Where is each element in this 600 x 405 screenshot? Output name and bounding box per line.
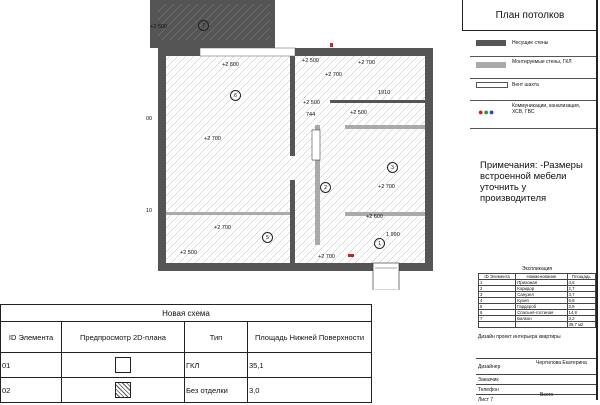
row-type: ГКЛ [185,353,248,378]
designer-name: Чертилова Екатерина [536,360,587,366]
new-schema-table [0,304,372,400]
ceiling-plan-drawing [130,0,450,290]
notes [480,160,592,204]
side-dimension: 10 [146,208,153,214]
plan-height-label: +2 500 [180,250,197,256]
row-id: 01 [1,353,62,378]
side-dimension: 00 [146,116,153,122]
designer-label: Дизайнер [478,364,501,370]
table-row [479,322,596,328]
explication-total: 39,7 м2 [567,322,595,328]
table-row: 6 Спальня-гостиная 14,8 [479,310,596,316]
legend-item [470,56,596,79]
plan-height-label: +2 500 [303,100,320,106]
column-header: Тип [185,322,248,353]
row-area: 3,0 [248,378,372,403]
plan-dim-label: 1910 [378,90,391,96]
designer-row [476,358,596,375]
plan-height-label: +2 500 [302,58,319,64]
plan-height-label: +2 700 [325,72,342,78]
frame-border [596,0,598,400]
room-number: 5 [262,232,273,243]
table-row [1,378,372,403]
project-caption: Дизайн проект интерьера квартиры [478,334,561,340]
table-row: 7 Балкон 3,2 [479,316,596,322]
preview-cell [62,378,185,403]
legend-label: Монтируемые стены, ГКЛ [512,59,572,65]
row-area: 35,1 [248,353,372,378]
legend-item [470,100,596,129]
legend-label: Несущие стены [512,40,549,46]
plan-height-label: +2 500 [350,110,367,116]
gkl-wall-swatch [476,62,506,68]
room-number: 1 [374,238,385,249]
page-title-text: План потолков [495,9,565,21]
plan-height-label: +2 800 [222,62,239,68]
phone-label: Телефон [478,387,499,393]
customer-label: Заказчик [478,377,499,383]
table-row [1,353,372,378]
column-header: Площадь Нижней Поверхности [248,322,372,353]
legend-item [470,78,596,101]
plan-height-label: +2 700 [358,60,375,66]
plan-height-label: +2 800 [150,24,167,30]
bearing-wall-swatch [476,40,506,46]
room-number: 2 [320,182,331,193]
plaster-preview-icon [115,357,131,373]
legend-label: Вент шахта [512,82,539,88]
total-label: Всего [540,392,554,398]
sheet-label: Лист 7 [478,397,494,403]
new-schema-caption: Новая схема [1,305,372,322]
row-type: Без отделки [185,378,248,403]
row-id: 02 [1,378,62,403]
column-header: Предпросмотр 2D-плана [62,322,185,353]
preview-cell [62,353,185,378]
explication-title: Экспликация [521,266,553,272]
room-number: 3 [387,162,398,173]
column-header: ID Элемента [1,322,62,353]
legend-label: Коммуникации, канализация, ХСВ, ГВС [512,103,581,115]
table-row: 2 Коридор 2,7 [479,286,596,292]
utilities-icon: ●●● [478,107,495,117]
explication-header: ID Элемента [479,274,516,280]
plan-dim-label: 744 [306,112,316,118]
plan-height-label: +2 700 [318,254,335,260]
hatched-preview-icon [115,382,131,398]
plan-height-label: +2 700 [214,225,231,231]
explication-header: Площадь [567,274,595,280]
legend-item [470,34,596,57]
room-number: 7 [198,20,209,31]
page-title [462,0,597,31]
table-row: 3 Санузел 3,7 [479,292,596,298]
plan-dim-label: 1 990 [386,232,400,238]
notes-text: Примечания: -Размеры встроенной мебели уточнить у производителя [480,160,583,204]
explication-table [478,266,596,328]
table-row: 4 Кухня 6,8 [479,298,596,304]
vent-shaft-swatch [476,82,508,88]
table-row: 5 Гардероб 3,9 [479,304,596,310]
plan-height-label: +2 700 [378,184,395,190]
plan-height-label: +2 700 [204,136,221,142]
explication-header: Наименование [516,274,567,280]
table-row: 1 Прихожая 4,6 [479,280,596,286]
room-number: 6 [230,90,241,101]
plan-height-label: +2 600 [366,214,383,220]
